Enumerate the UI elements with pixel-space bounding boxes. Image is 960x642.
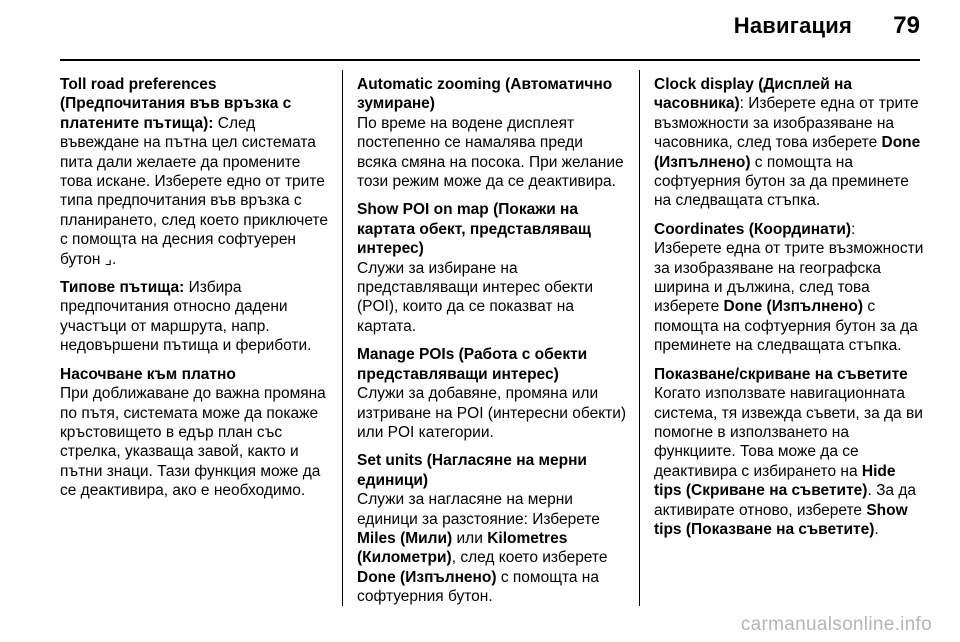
entry-title: Clock display (Дисплей на часовника) <box>654 76 853 113</box>
column-1 <box>60 75 330 510</box>
entry-lane-guidance <box>60 365 330 501</box>
text-run: : Изберете една от трите възможности за изобразяване на часовника, след това изберете <box>654 95 919 152</box>
entry-manage-pois <box>357 345 627 442</box>
entry-title: Set units (Нагласяне на мерни единици) <box>357 452 587 489</box>
entry-text <box>357 490 627 606</box>
text-run: или <box>452 529 488 547</box>
entry-text: Избира предпочитания относно дадени участъци от маршрута, напр. недовършени пътища и фериботи. <box>60 279 312 355</box>
entry-title: Показване/скриване на съветите <box>654 365 908 383</box>
entry-title: Manage POIs (Работа с обекти представляващи интерес) <box>357 346 588 383</box>
entry-clock-display <box>654 75 924 211</box>
text-run: с помощта на софтуерния бутон за да преминете на следващата стъпка. <box>654 153 909 210</box>
text-run: : Изберете една от трите възможности за изобразяване на географска ширина и дължина, след това изберете <box>654 220 924 316</box>
text-run: , след което изберете <box>451 549 608 567</box>
entry-tips <box>654 365 924 540</box>
entry-auto-zoom <box>357 75 627 191</box>
text-run: Когато използвате навигационната система, тя извежда съвети, за да ви помогне в използването на функциите. Това може да се деактивира с избирането на <box>654 385 923 480</box>
header-divider <box>60 59 920 61</box>
entry-title: Coordinates (Координати) <box>654 220 852 238</box>
entry-title: Automatic zooming (Автоматично зумиране) <box>357 76 613 113</box>
text-run: . За да активирате отново, изберете <box>654 482 917 519</box>
text-run: . <box>874 520 879 538</box>
option-done: Done (Изпълнено) <box>654 134 921 171</box>
option-done: Done (Изпълнено) <box>723 298 864 316</box>
entry-title: Show POI on map (Покажи на картата обект, представляващ интерес) <box>357 201 591 258</box>
option-show-tips: Show tips (Показване на съветите) <box>654 501 908 538</box>
entry-text: След въвеждане на пътна цел системата пита дали желаете да промените това искане. Изберете едно от трите типа предпочитания във връзка с планирането, след което приключете с помощта на десния софтуерен бутон ⌟. <box>60 114 328 268</box>
column-3 <box>654 75 924 548</box>
option-hide-tips: Hide tips (Скриване на съветите) <box>654 462 896 500</box>
entry-text: Служи за избиране на представляващи интерес обекти (POI), които да се показват на картата. <box>357 259 594 335</box>
page-header <box>0 0 960 60</box>
section-title: Навигация <box>733 13 852 38</box>
entry-text: Служи за добавяне, промяна или изтриване на POI (интересни обекти) или POI категории. <box>357 385 627 441</box>
watermark: carmanualsonline.info <box>740 614 932 635</box>
option-miles: Miles (Мили) <box>357 529 453 547</box>
option-kilometres: Kilometres (Километри) <box>357 529 568 567</box>
text-run: с помощта на софтуерния бутон за да преминете на следващата стъпка. <box>654 298 918 355</box>
entry-toll-road <box>60 75 330 269</box>
column-divider <box>639 70 640 606</box>
text-run: Служи за нагласяне на мерни единици за разстояние: Изберете <box>357 491 600 528</box>
entry-text: При доближаване до важна промяна по пътя, системата може да покаже кръстовището в едър план със стрелка, указваща завой, както и пътни знаци. Тази функция може да се деактивира, ако е необходимо. <box>60 385 326 500</box>
entry-set-units <box>357 451 627 606</box>
entry-title: Toll road preferences (Предпочитания във връзка с платените пътища): <box>60 76 292 132</box>
entry-text <box>654 220 924 356</box>
entry-text: По време на водене дисплеят постепенно се намалява преди всяка смяна на посока. При желание този режим може да се деактивира. <box>357 114 624 191</box>
column-divider <box>342 70 343 606</box>
column-2 <box>357 75 627 616</box>
entry-coordinates <box>654 220 924 356</box>
option-done: Done (Изпълнено) <box>357 568 497 586</box>
entry-title: Типове пътища: <box>60 279 185 297</box>
entry-show-poi <box>357 200 627 336</box>
page-number: 79 <box>893 12 920 39</box>
entry-road-types <box>60 278 330 356</box>
text-run: с помощта на софтуерния бутон. <box>357 568 599 606</box>
entry-text <box>654 384 924 539</box>
entry-text <box>654 75 924 211</box>
entry-title: Насочване към платно <box>60 365 236 383</box>
